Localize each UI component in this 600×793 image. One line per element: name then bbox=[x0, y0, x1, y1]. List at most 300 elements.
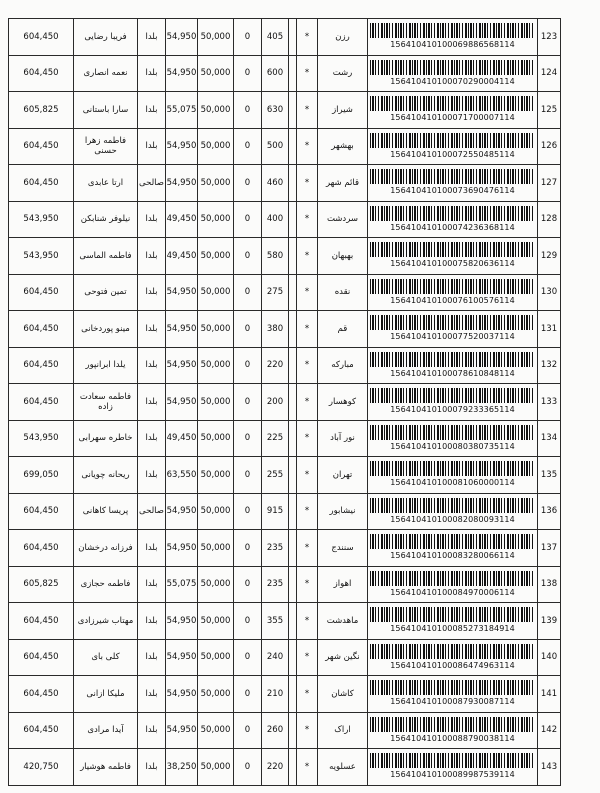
row-number: 143 bbox=[538, 749, 561, 786]
barcode-number: 156410410100074236368114 bbox=[390, 222, 515, 232]
value-4: 54,950 bbox=[166, 347, 198, 384]
row-number: 131 bbox=[538, 311, 561, 348]
value-2: 0 bbox=[234, 676, 262, 713]
value-1: 200 bbox=[262, 384, 289, 421]
row-number: 126 bbox=[538, 128, 561, 165]
total: 604,450 bbox=[9, 493, 74, 530]
value-2: 0 bbox=[234, 311, 262, 348]
value-4: 54,950 bbox=[166, 712, 198, 749]
value-3: 50,000 bbox=[198, 165, 234, 202]
table-row bbox=[9, 238, 561, 275]
barcode-cell bbox=[368, 201, 538, 238]
value-3: 50,000 bbox=[198, 712, 234, 749]
blank-cell bbox=[289, 347, 297, 384]
barcode-graphic bbox=[370, 534, 535, 549]
row-number: 141 bbox=[538, 676, 561, 713]
row-number: 135 bbox=[538, 457, 561, 494]
barcode-cell bbox=[368, 639, 538, 676]
value-4: 49,450 bbox=[166, 238, 198, 275]
barcode-number: 156410410100086474963114 bbox=[390, 660, 515, 670]
row-number: 136 bbox=[538, 493, 561, 530]
place: بلدا bbox=[138, 712, 166, 749]
barcode-graphic bbox=[370, 644, 535, 659]
value-3: 50,000 bbox=[198, 384, 234, 421]
barcode-number: 156410410100073690476114 bbox=[390, 186, 515, 196]
barcode-number: 156410410100075820636114 bbox=[390, 259, 515, 269]
value-3: 50,000 bbox=[198, 639, 234, 676]
place: بلدا bbox=[138, 603, 166, 640]
total: 605,825 bbox=[9, 92, 74, 129]
blank-cell bbox=[289, 19, 297, 56]
table-row bbox=[9, 566, 561, 603]
value-2: 0 bbox=[234, 384, 262, 421]
person-name: یلدا ابرانپور bbox=[74, 347, 138, 384]
blank-cell bbox=[289, 603, 297, 640]
mark: * bbox=[297, 128, 318, 165]
table-row bbox=[9, 749, 561, 786]
table-row bbox=[9, 384, 561, 421]
row-number: 139 bbox=[538, 603, 561, 640]
blank-cell bbox=[289, 128, 297, 165]
value-4: 54,950 bbox=[166, 128, 198, 165]
table-row bbox=[9, 530, 561, 567]
total: 543,950 bbox=[9, 238, 74, 275]
mark: * bbox=[297, 238, 318, 275]
total: 604,450 bbox=[9, 19, 74, 56]
value-2: 0 bbox=[234, 201, 262, 238]
row-number: 138 bbox=[538, 566, 561, 603]
barcode-cell bbox=[368, 384, 538, 421]
blank-cell bbox=[289, 639, 297, 676]
place: بلدا bbox=[138, 201, 166, 238]
barcode-cell bbox=[368, 566, 538, 603]
value-1: 210 bbox=[262, 676, 289, 713]
value-1: 460 bbox=[262, 165, 289, 202]
total: 605,825 bbox=[9, 566, 74, 603]
table-row bbox=[9, 712, 561, 749]
value-3: 50,000 bbox=[198, 530, 234, 567]
value-4: 54,950 bbox=[166, 384, 198, 421]
value-1: 500 bbox=[262, 128, 289, 165]
barcode-cell bbox=[368, 457, 538, 494]
total: 604,450 bbox=[9, 165, 74, 202]
person-name: فریبا رضایی bbox=[74, 19, 138, 56]
barcode-number: 156410410100082080093114 bbox=[390, 514, 515, 524]
value-3: 50,000 bbox=[198, 201, 234, 238]
mark: * bbox=[297, 530, 318, 567]
table-row bbox=[9, 493, 561, 530]
mark: * bbox=[297, 639, 318, 676]
value-1: 400 bbox=[262, 201, 289, 238]
value-2: 0 bbox=[234, 603, 262, 640]
city: رشت bbox=[318, 55, 368, 92]
barcode-graphic bbox=[370, 425, 535, 440]
barcode-graphic bbox=[370, 753, 535, 768]
value-4: 49,450 bbox=[166, 201, 198, 238]
value-4: 54,950 bbox=[166, 493, 198, 530]
barcode-number: 156410410100079233365114 bbox=[390, 405, 515, 415]
city: سنندج bbox=[318, 530, 368, 567]
value-3: 50,000 bbox=[198, 238, 234, 275]
mark: * bbox=[297, 165, 318, 202]
barcode-graphic bbox=[370, 315, 535, 330]
value-4: 54,950 bbox=[166, 165, 198, 202]
barcode-graphic bbox=[370, 352, 535, 367]
place: بلدا bbox=[138, 530, 166, 567]
value-1: 220 bbox=[262, 347, 289, 384]
blank-cell bbox=[289, 493, 297, 530]
total: 604,450 bbox=[9, 676, 74, 713]
value-1: 405 bbox=[262, 19, 289, 56]
table-row bbox=[9, 274, 561, 311]
mark: * bbox=[297, 55, 318, 92]
barcode-graphic bbox=[370, 96, 535, 111]
place: بلدا bbox=[138, 457, 166, 494]
row-number: 140 bbox=[538, 639, 561, 676]
barcode-cell bbox=[368, 420, 538, 457]
barcode-graphic bbox=[370, 169, 535, 184]
city: اهواز bbox=[318, 566, 368, 603]
value-4: 54,950 bbox=[166, 603, 198, 640]
barcode-graphic bbox=[370, 23, 535, 38]
value-2: 0 bbox=[234, 420, 262, 457]
barcode-number: 156410410100080380735114 bbox=[390, 441, 515, 451]
place: بلدا bbox=[138, 55, 166, 92]
barcode-number: 156410410100087930087114 bbox=[390, 697, 515, 707]
value-1: 255 bbox=[262, 457, 289, 494]
blank-cell bbox=[289, 676, 297, 713]
value-4: 38,250 bbox=[166, 749, 198, 786]
place: بلدا bbox=[138, 384, 166, 421]
barcode-number: 156410410100078610848114 bbox=[390, 368, 515, 378]
value-3: 50,000 bbox=[198, 566, 234, 603]
barcode-graphic bbox=[370, 133, 535, 148]
person-name: ارتا عابدی bbox=[74, 165, 138, 202]
value-4: 54,950 bbox=[166, 55, 198, 92]
table-row bbox=[9, 639, 561, 676]
mark: * bbox=[297, 19, 318, 56]
place: بلدا bbox=[138, 347, 166, 384]
value-1: 235 bbox=[262, 530, 289, 567]
table-row bbox=[9, 603, 561, 640]
mark: * bbox=[297, 384, 318, 421]
barcode-number: 156410410100084970006114 bbox=[390, 587, 515, 597]
blank-cell bbox=[289, 420, 297, 457]
city: قائم شهر bbox=[318, 165, 368, 202]
value-3: 50,000 bbox=[198, 274, 234, 311]
value-1: 355 bbox=[262, 603, 289, 640]
row-number: 132 bbox=[538, 347, 561, 384]
row-number: 142 bbox=[538, 712, 561, 749]
barcode-number: 156410410100077520037114 bbox=[390, 332, 515, 342]
city: ماهدشت bbox=[318, 603, 368, 640]
value-3: 50,000 bbox=[198, 457, 234, 494]
table-row bbox=[9, 347, 561, 384]
city: نور آباد bbox=[318, 420, 368, 457]
city: بهشهر bbox=[318, 128, 368, 165]
barcode-graphic bbox=[370, 60, 535, 75]
value-3: 50,000 bbox=[198, 493, 234, 530]
barcode-graphic bbox=[370, 461, 535, 476]
city: رزن bbox=[318, 19, 368, 56]
person-name: فاطمه الماسی bbox=[74, 238, 138, 275]
value-2: 0 bbox=[234, 347, 262, 384]
city: عسلویه bbox=[318, 749, 368, 786]
value-2: 0 bbox=[234, 566, 262, 603]
barcode-graphic bbox=[370, 206, 535, 221]
blank-cell bbox=[289, 274, 297, 311]
place: صالحی bbox=[138, 165, 166, 202]
total: 543,950 bbox=[9, 201, 74, 238]
mark: * bbox=[297, 420, 318, 457]
place: بلدا bbox=[138, 238, 166, 275]
barcode-cell bbox=[368, 493, 538, 530]
blank-cell bbox=[289, 201, 297, 238]
barcode-number: 156410410100083280066114 bbox=[390, 551, 515, 561]
value-1: 630 bbox=[262, 92, 289, 129]
total: 604,450 bbox=[9, 639, 74, 676]
person-name: آیدا مرادی bbox=[74, 712, 138, 749]
value-2: 0 bbox=[234, 493, 262, 530]
blank-cell bbox=[289, 712, 297, 749]
total: 604,450 bbox=[9, 347, 74, 384]
barcode-number: 156410410100070290004114 bbox=[390, 76, 515, 86]
city: تهران bbox=[318, 457, 368, 494]
mark: * bbox=[297, 311, 318, 348]
person-name: مهتاب شیرزادی bbox=[74, 603, 138, 640]
barcode-number: 156410410100088790038114 bbox=[390, 733, 515, 743]
value-2: 0 bbox=[234, 457, 262, 494]
place: صالحی bbox=[138, 493, 166, 530]
barcode-number: 156410410100085273184914 bbox=[390, 624, 515, 634]
value-2: 0 bbox=[234, 274, 262, 311]
barcode-number: 156410410100089987539114 bbox=[390, 770, 515, 780]
blank-cell bbox=[289, 384, 297, 421]
table-row bbox=[9, 55, 561, 92]
barcode-graphic bbox=[370, 717, 535, 732]
blank-cell bbox=[289, 311, 297, 348]
value-3: 50,000 bbox=[198, 420, 234, 457]
row-number: 128 bbox=[538, 201, 561, 238]
value-2: 0 bbox=[234, 639, 262, 676]
total: 604,450 bbox=[9, 603, 74, 640]
city: کوهسار bbox=[318, 384, 368, 421]
place: بلدا bbox=[138, 274, 166, 311]
barcode-graphic bbox=[370, 498, 535, 513]
mark: * bbox=[297, 457, 318, 494]
value-3: 50,000 bbox=[198, 603, 234, 640]
barcode-cell bbox=[368, 603, 538, 640]
person-name: تمین فتوحی bbox=[74, 274, 138, 311]
value-1: 260 bbox=[262, 712, 289, 749]
person-name: فاطمه زهرا حسنی bbox=[74, 128, 138, 165]
place: بلدا bbox=[138, 128, 166, 165]
barcode-graphic bbox=[370, 279, 535, 294]
barcode-graphic bbox=[370, 607, 535, 622]
value-1: 220 bbox=[262, 749, 289, 786]
value-4: 54,950 bbox=[166, 639, 198, 676]
blank-cell bbox=[289, 238, 297, 275]
table-row bbox=[9, 420, 561, 457]
total: 604,450 bbox=[9, 55, 74, 92]
mark: * bbox=[297, 92, 318, 129]
city: کاشان bbox=[318, 676, 368, 713]
value-2: 0 bbox=[234, 92, 262, 129]
value-1: 240 bbox=[262, 639, 289, 676]
person-name: سارا باستانی bbox=[74, 92, 138, 129]
table-row bbox=[9, 311, 561, 348]
value-3: 50,000 bbox=[198, 311, 234, 348]
value-1: 600 bbox=[262, 55, 289, 92]
barcode-cell bbox=[368, 676, 538, 713]
barcode-cell bbox=[368, 749, 538, 786]
table-row bbox=[9, 128, 561, 165]
person-name: نیلوفر شنابکن bbox=[74, 201, 138, 238]
mark: * bbox=[297, 274, 318, 311]
value-1: 915 bbox=[262, 493, 289, 530]
value-4: 49,450 bbox=[166, 420, 198, 457]
barcode-graphic bbox=[370, 571, 535, 586]
value-4: 54,950 bbox=[166, 19, 198, 56]
value-1: 580 bbox=[262, 238, 289, 275]
city: شیراز bbox=[318, 92, 368, 129]
barcode-cell bbox=[368, 19, 538, 56]
barcode-number: 156410410100069886568114 bbox=[390, 40, 515, 50]
barcode-cell bbox=[368, 55, 538, 92]
mark: * bbox=[297, 749, 318, 786]
city: اراک bbox=[318, 712, 368, 749]
barcode-number: 156410410100071700007114 bbox=[390, 113, 515, 123]
place: بلدا bbox=[138, 311, 166, 348]
person-name: فاطمه حجازی bbox=[74, 566, 138, 603]
mark: * bbox=[297, 347, 318, 384]
row-number: 124 bbox=[538, 55, 561, 92]
person-name: فرزانه درخشان bbox=[74, 530, 138, 567]
table-body bbox=[9, 19, 561, 786]
total: 604,450 bbox=[9, 530, 74, 567]
blank-cell bbox=[289, 55, 297, 92]
place: بلدا bbox=[138, 420, 166, 457]
city: نقده bbox=[318, 274, 368, 311]
barcode-cell bbox=[368, 128, 538, 165]
barcode-number: 156410410100072550485114 bbox=[390, 149, 515, 159]
value-1: 225 bbox=[262, 420, 289, 457]
table-row bbox=[9, 676, 561, 713]
table-row bbox=[9, 19, 561, 56]
total: 699,050 bbox=[9, 457, 74, 494]
table-row bbox=[9, 165, 561, 202]
value-3: 50,000 bbox=[198, 92, 234, 129]
barcode-cell bbox=[368, 530, 538, 567]
place: بلدا bbox=[138, 92, 166, 129]
city: سردشت bbox=[318, 201, 368, 238]
barcode-cell bbox=[368, 347, 538, 384]
place: بلدا bbox=[138, 566, 166, 603]
blank-cell bbox=[289, 165, 297, 202]
row-number: 133 bbox=[538, 384, 561, 421]
person-name: ملیکا ازانی bbox=[74, 676, 138, 713]
total: 543,950 bbox=[9, 420, 74, 457]
row-number: 123 bbox=[538, 19, 561, 56]
total: 420,750 bbox=[9, 749, 74, 786]
table-row bbox=[9, 201, 561, 238]
row-number: 129 bbox=[538, 238, 561, 275]
mark: * bbox=[297, 603, 318, 640]
barcode-graphic bbox=[370, 388, 535, 403]
value-4: 55,075 bbox=[166, 92, 198, 129]
barcode-number: 156410410100076100576114 bbox=[390, 295, 515, 305]
value-2: 0 bbox=[234, 712, 262, 749]
blank-cell bbox=[289, 566, 297, 603]
barcode-number: 156410410100081060000114 bbox=[390, 478, 515, 488]
mark: * bbox=[297, 566, 318, 603]
blank-cell bbox=[289, 530, 297, 567]
barcode-cell bbox=[368, 274, 538, 311]
row-number: 137 bbox=[538, 530, 561, 567]
value-2: 0 bbox=[234, 238, 262, 275]
place: بلدا bbox=[138, 749, 166, 786]
value-2: 0 bbox=[234, 55, 262, 92]
total: 604,450 bbox=[9, 384, 74, 421]
city: نیشابور bbox=[318, 493, 368, 530]
total: 604,450 bbox=[9, 128, 74, 165]
city: بهبهان bbox=[318, 238, 368, 275]
total: 604,450 bbox=[9, 274, 74, 311]
blank-cell bbox=[289, 749, 297, 786]
value-3: 50,000 bbox=[198, 676, 234, 713]
row-number: 127 bbox=[538, 165, 561, 202]
mark: * bbox=[297, 676, 318, 713]
city: قم bbox=[318, 311, 368, 348]
city: مبارکه bbox=[318, 347, 368, 384]
blank-cell bbox=[289, 92, 297, 129]
person-name: فاطمه هوشیار bbox=[74, 749, 138, 786]
value-4: 54,950 bbox=[166, 311, 198, 348]
person-name: نعمه انصاری bbox=[74, 55, 138, 92]
value-4: 54,950 bbox=[166, 676, 198, 713]
value-3: 50,000 bbox=[198, 347, 234, 384]
value-1: 380 bbox=[262, 311, 289, 348]
value-3: 50,000 bbox=[198, 19, 234, 56]
value-3: 50,000 bbox=[198, 128, 234, 165]
barcode-cell bbox=[368, 92, 538, 129]
value-1: 275 bbox=[262, 274, 289, 311]
total: 604,450 bbox=[9, 712, 74, 749]
value-2: 0 bbox=[234, 128, 262, 165]
barcode-cell bbox=[368, 165, 538, 202]
value-2: 0 bbox=[234, 530, 262, 567]
value-4: 54,950 bbox=[166, 530, 198, 567]
value-4: 63,550 bbox=[166, 457, 198, 494]
value-3: 50,000 bbox=[198, 749, 234, 786]
person-name: مینو پوردخانی bbox=[74, 311, 138, 348]
value-3: 50,000 bbox=[198, 55, 234, 92]
place: بلدا bbox=[138, 639, 166, 676]
barcode-cell bbox=[368, 311, 538, 348]
value-1: 235 bbox=[262, 566, 289, 603]
table-row bbox=[9, 457, 561, 494]
place: بلدا bbox=[138, 676, 166, 713]
mark: * bbox=[297, 201, 318, 238]
blank-cell bbox=[289, 457, 297, 494]
value-2: 0 bbox=[234, 19, 262, 56]
person-name: ریحانه چویانی bbox=[74, 457, 138, 494]
value-2: 0 bbox=[234, 165, 262, 202]
value-2: 0 bbox=[234, 749, 262, 786]
mark: * bbox=[297, 493, 318, 530]
barcode-graphic bbox=[370, 242, 535, 257]
barcode-graphic bbox=[370, 680, 535, 695]
